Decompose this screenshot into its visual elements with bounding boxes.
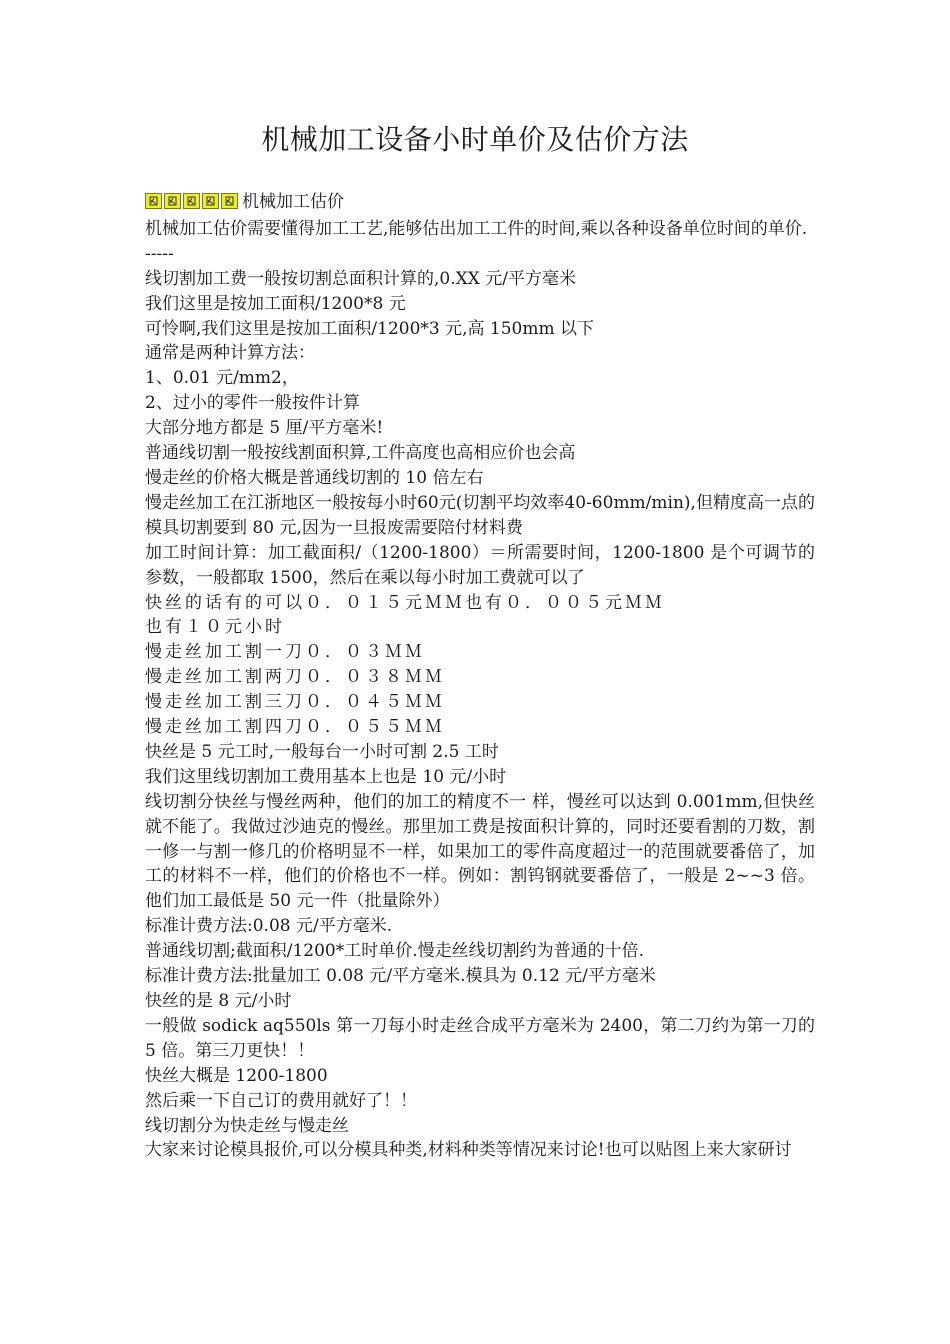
paragraph: 可怜啊,我们这里是按加工面积/1200*3 元,高 150mm 以下 [145,318,595,339]
section-heading: 机械加工估价 [242,192,344,212]
paragraph: 标准计费方法:0.08 元/平方毫米. [145,916,393,937]
paragraph: 机械加工估价需要懂得加工工艺,能够估出加工工件的时间,乘以各种设备单位时间的单价. [145,218,808,239]
separator: ----- [145,243,174,264]
paragraph: 快丝的话有的可以０．０１５元ＭＭ也有０．００５元ＭＭ [145,592,665,613]
paragraph: 我们这里是按加工面积/1200*8 元 [145,293,406,314]
paragraph: 线切割分为快走丝与慢走丝 [145,1115,349,1136]
paragraph: 我们这里线切割加工费用基本上也是 10 元/小时 [145,766,507,787]
paragraph: 大部分地方都是 5 厘/平方毫米! [145,418,384,439]
book-icon [221,193,238,209]
book-icon [145,193,162,209]
heading-line [145,190,815,217]
paragraph: 普通线切割;截面积/1200*工时单价.慢走丝线切割约为普通的十倍. [145,941,645,962]
paragraph: 标准计费方法:批量加工 0.08 元/平方毫米.模具为 0.12 元/平方毫米 [145,966,656,987]
paragraph: 一般做 sodick aq550ls 第一刀每小时走丝合成平方毫米为 2400，第二刀约为第一刀的 5 倍。第三刀更快！！ [145,1015,815,1061]
list-item: 1、0.01 元/mm2， [145,368,299,389]
document-title: 机械加工设备小时单价及估价方法 [261,123,689,156]
paragraph: 慢走丝加工割四刀０．０５５ＭＭ [145,717,445,738]
paragraph: 线切割加工费一般按切割总面积计算的,0.XX 元/平方毫米 [145,268,576,289]
paragraph: 普通线切割一般按线割面积算,工件高度也高相应价也会高 [145,443,576,464]
paragraph: 快丝是 5 元工时,一般每台一小时可割 2.5 工时 [145,741,499,762]
heading-icons [145,192,240,217]
book-icon [183,193,200,209]
paragraph: 大家来讨论模具报价,可以分模具种类,材料种类等情况来讨论!也可以贴图上来大家研讨 [145,1140,792,1161]
paragraph: 慢走丝加工割一刀０．０３ＭＭ [145,642,425,663]
list-item: 2、过小的零件一般按件计算 [145,393,360,414]
paragraph: 快丝大概是 1200-1800 [145,1065,328,1086]
paragraph: 慢走丝加工在江浙地区一般按每小时60元(切割平均效率40-60mm/min),但精度高一点的模具切割要到 80 元,因为一旦报废需要陪付材料费 [145,492,815,538]
document-body [145,190,815,1163]
book-icon [202,193,219,209]
book-icon [164,193,181,209]
paragraph: 然后乘一下自己订的费用就好了！！ [145,1090,417,1111]
paragraph: 加工时间计算：加工截面积/（1200-1800）＝所需要时间，1200-1800 是个可调节的参数，一般都取 1500，然后在乘以每小时加工费就可以了 [145,542,815,588]
paragraph: 线切割分快丝与慢丝两种，他们的加工的精度不一 样，慢丝可以达到 0.001mm,但快丝就不能了。我做过沙迪克的慢丝。那里加工费是按面积计算的，同时还要看割的刀数，割一修一与割一修几的价格明显不一样，如果加工的零件高度超过一的范围就要番倍了，加工的材料不一样，他们的价格也不一样。例如：割钨钢就要番倍了，一般是 2~~3 倍。他们加工最低是 50 元一件（批量除外） [145,791,815,912]
paragraph: 慢走丝加工割两刀０．０３８ＭＭ [145,667,445,688]
paragraph: 慢走丝加工割三刀０．０４５ＭＭ [145,692,445,713]
paragraph: 也有１０元小时 [145,617,285,638]
paragraph: 快丝的是 8 元/小时 [145,991,292,1011]
paragraph: 慢走丝的价格大概是普通线切割的 10 倍左右 [145,467,484,488]
paragraph: 通常是两种计算方法： [145,343,315,364]
